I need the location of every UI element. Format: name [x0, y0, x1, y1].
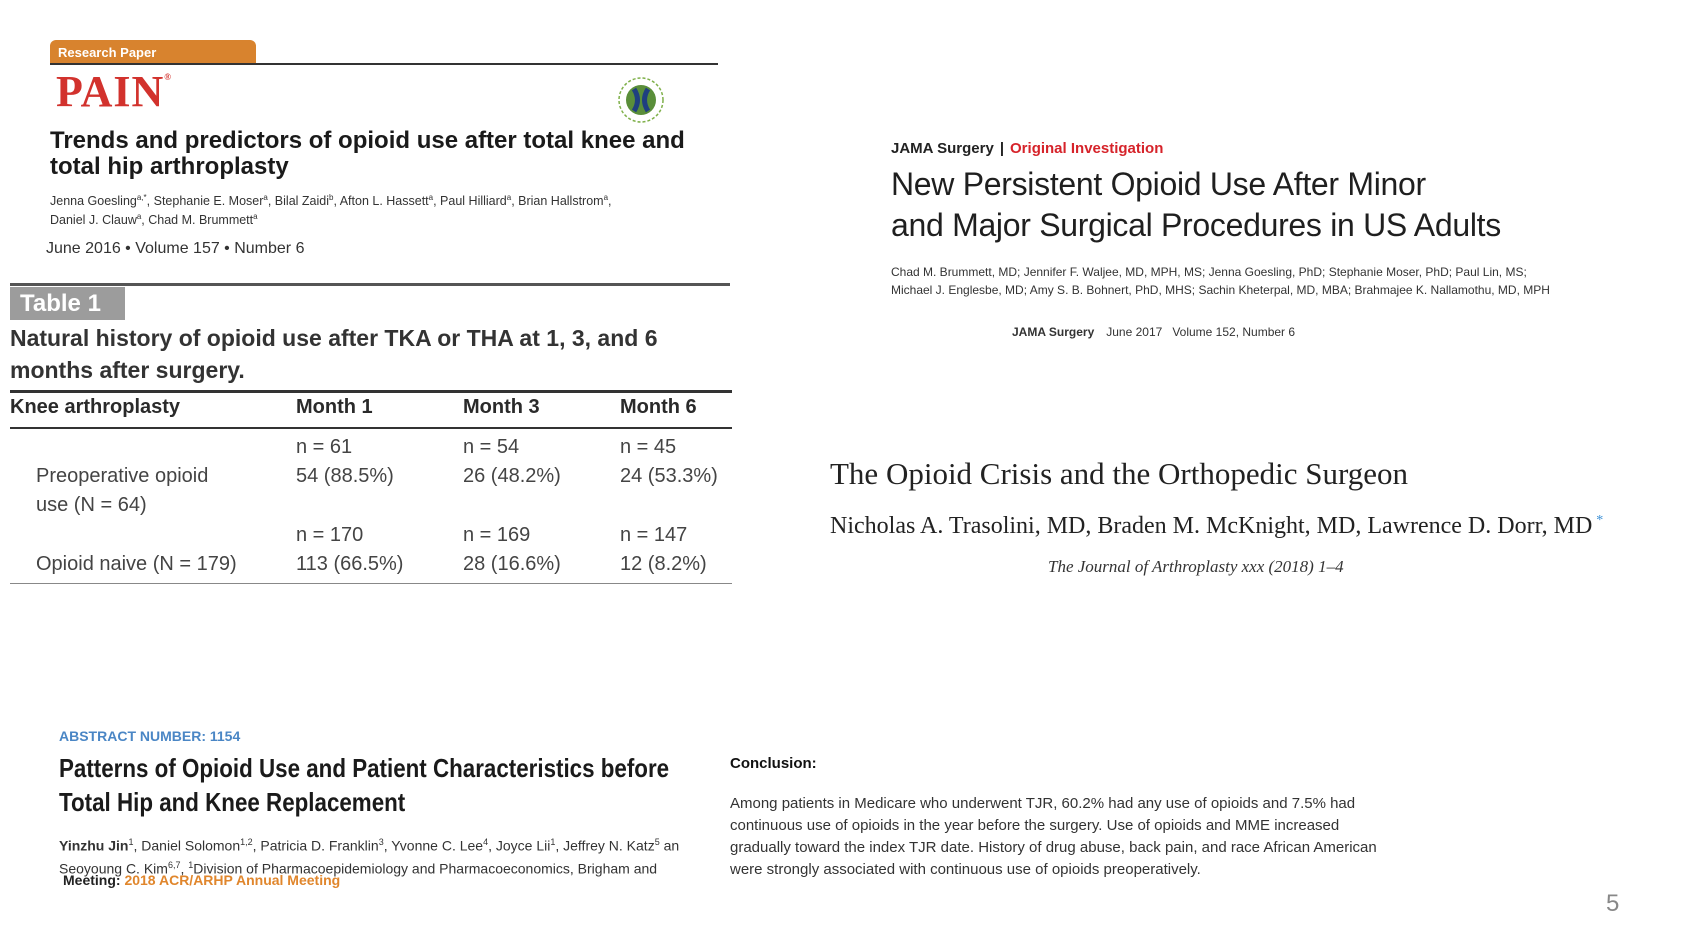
jama-article-title [891, 164, 1591, 246]
abstract-author: an [659, 837, 680, 854]
pain-logo-mark: ® [164, 72, 173, 82]
conclusion-line: were strongly associated with continuous use of opioids preoperatively. [730, 861, 1201, 878]
table-cell: 26 (48.2%) [463, 465, 561, 487]
pain-author: , Paul Hilliard [433, 194, 507, 209]
table-label: Table 1 [10, 287, 125, 320]
jama-title-line: and Major Surgical Procedures in US Adults [891, 207, 1501, 243]
jama-cite-date: June 2017 [1106, 325, 1163, 339]
abstract-affiliation: Division of Pharmacoepidemiology and Pharmacoeconomics, Brigham and [193, 860, 658, 877]
abstract-number: ABSTRACT NUMBER: 1154 [59, 728, 241, 744]
table-row-label: use (N = 64) [36, 494, 147, 516]
table-top-rule [10, 283, 730, 286]
table-header-rule-top [10, 390, 732, 393]
pain-author-affil: a,* [136, 193, 147, 202]
pain-author: Daniel J. Clauw [50, 213, 137, 228]
table-cell: 24 (53.3%) [620, 465, 718, 487]
table-header-rule-bottom [10, 427, 732, 429]
pain-author-affil: a [506, 193, 512, 202]
abstract-first-author: Yinzhu Jin [59, 837, 129, 854]
pain-author-affil: a [253, 212, 258, 222]
abstract-title-line: Total Hip and Knee Replacement [59, 787, 406, 817]
abstract-affil: 1 [550, 837, 556, 847]
pain-issue-date: June 2016 • Volume 157 • Number 6 [46, 240, 305, 257]
table-cell: 28 (16.6%) [463, 553, 561, 575]
abstract-author: , Yvonne C. Lee [383, 837, 484, 854]
jama-header [891, 140, 1163, 157]
ortho-authors [830, 513, 1603, 540]
ortho-authors-text: Nicholas A. Trasolini, MD, Braden M. McKnight, MD, Lawrence D. Dorr, MD [830, 513, 1593, 539]
jama-title-line: New Persistent Opioid Use After Minor [891, 166, 1426, 202]
abstract-author: , Daniel Solomon [133, 837, 241, 854]
jama-cite-volume: Volume 152, Number 6 [1172, 325, 1296, 339]
abstract-meeting [63, 872, 340, 888]
pain-author: , Stephanie E. Moser [146, 194, 264, 209]
abstract-title [59, 751, 721, 819]
table-cell: 54 (88.5%) [296, 465, 394, 487]
pain-author-affil: a [136, 212, 142, 222]
jama-journal-name: JAMA Surgery [891, 140, 994, 157]
pain-article-type-tag: Research Paper [50, 40, 256, 64]
pain-author-affil: a [428, 193, 434, 202]
abstract-title-line: Patterns of Opioid Use and Patient Characteristics before [59, 753, 670, 783]
table-cell: n = 45 [620, 436, 677, 458]
pain-anniversary-badge-icon [614, 76, 668, 124]
abstract-affil: 3 [378, 837, 384, 847]
jama-authors [891, 263, 1611, 299]
abstract-author: , Joyce Lii [488, 837, 551, 854]
table-header-cell: Month 1 [296, 396, 373, 418]
table-row-label: Opioid naive (N = 179) [36, 553, 237, 575]
table-cell: 12 (8.2%) [620, 553, 707, 575]
table-cell: n = 170 [296, 524, 364, 546]
jama-authors-line: Chad M. Brummett, MD; Jennifer F. Waljee, MD, MPH, MS; Jenna Goesling, PhD; Stephanie Moser, PhD; Paul Lin, MS; [891, 265, 1527, 279]
abstract-affil: 1,2 [240, 837, 253, 847]
table-bottom-rule [10, 583, 732, 584]
abstract-meeting-label: Meeting: [63, 872, 121, 888]
ortho-article-title: The Opioid Crisis and the Orthopedic Surgeon [830, 456, 1409, 491]
abstract-affil: 5 [654, 837, 660, 847]
abstract-author: , [180, 860, 189, 877]
pain-article-title: Trends and predictors of opioid use after total knee and total hip arthroplasty [50, 127, 685, 180]
conclusion-line: gradually toward the index TJR date. History of drug abuse, back pain, and race African American [730, 839, 1377, 856]
table-cell: n = 169 [463, 524, 531, 546]
jama-category: Original Investigation [1010, 140, 1164, 157]
abstract-author: Seoyoung C. Kim [59, 860, 168, 877]
pain-author: , [608, 194, 612, 209]
abstract-affil: 1 [128, 837, 134, 847]
pain-author: , Bilal Zaidi [267, 194, 329, 209]
jama-citation [1012, 325, 1305, 339]
table-header-cell: Knee arthroplasty [10, 396, 181, 418]
abstract-author: , Jeffrey N. Katz [555, 837, 655, 854]
conclusion-heading: Conclusion: [730, 755, 817, 772]
jama-cite-journal: JAMA Surgery [1012, 325, 1095, 339]
pain-author: , Chad M. Brummett [141, 213, 254, 228]
pain-header-rule [50, 63, 718, 65]
table-caption: Natural history of opioid use after TKA or THA at 1, 3, and 6 months after surgery. [10, 325, 658, 383]
jama-authors-line: Michael J. Englesbe, MD; Amy S. B. Bohnert, PhD, MHS; Sachin Kheterpal, MD, MBA; Brahmajee K. Nallamothu, MD, MPH [891, 283, 1550, 297]
table-cell: 113 (66.5%) [296, 553, 404, 575]
pain-logo-text: PAIN [56, 67, 165, 116]
abstract-author: , Patricia D. Franklin [252, 837, 379, 854]
pain-journal-logo [56, 66, 172, 117]
pain-author-affil: b [329, 193, 334, 202]
conclusion-line: Among patients in Medicare who underwent TJR, 60.2% had any use of opioids and 7.5% had [730, 795, 1356, 812]
abstract-affil: 4 [483, 837, 489, 847]
jama-separator: | [999, 140, 1005, 157]
conclusion-line: continuous use of opioids in the year before the surgery. Use of opioids and MME increased [730, 817, 1340, 834]
ortho-journal-citation: The Journal of Arthroplasty xxx (2018) 1–4 [1048, 557, 1344, 576]
table-row-label: Preoperative opioid [36, 465, 209, 487]
abstract-affil: 1 [188, 859, 194, 870]
table-header-cell: Month 6 [620, 396, 697, 418]
pain-authors [50, 190, 690, 228]
conclusion-body [730, 793, 1490, 881]
pain-author-affil: a [603, 193, 609, 202]
table-cell: n = 54 [463, 436, 520, 458]
table-cell: n = 61 [296, 436, 353, 458]
pain-author: , Brian Hallstrom [511, 194, 604, 209]
table-cell: n = 147 [620, 524, 688, 546]
pain-author: , Afton L. Hassett [333, 194, 429, 209]
abstract-affil: 6,7 [167, 859, 181, 870]
table-header-cell: Month 3 [463, 396, 540, 418]
pain-author-affil: a [263, 193, 268, 202]
pain-author: Jenna Goesling [50, 194, 137, 209]
abstract-meeting-link[interactable]: 2018 ACR/ARHP Annual Meeting [124, 872, 341, 888]
slide-page-number: 5 [1606, 890, 1620, 917]
ortho-corresponding-star: * [1596, 513, 1604, 528]
